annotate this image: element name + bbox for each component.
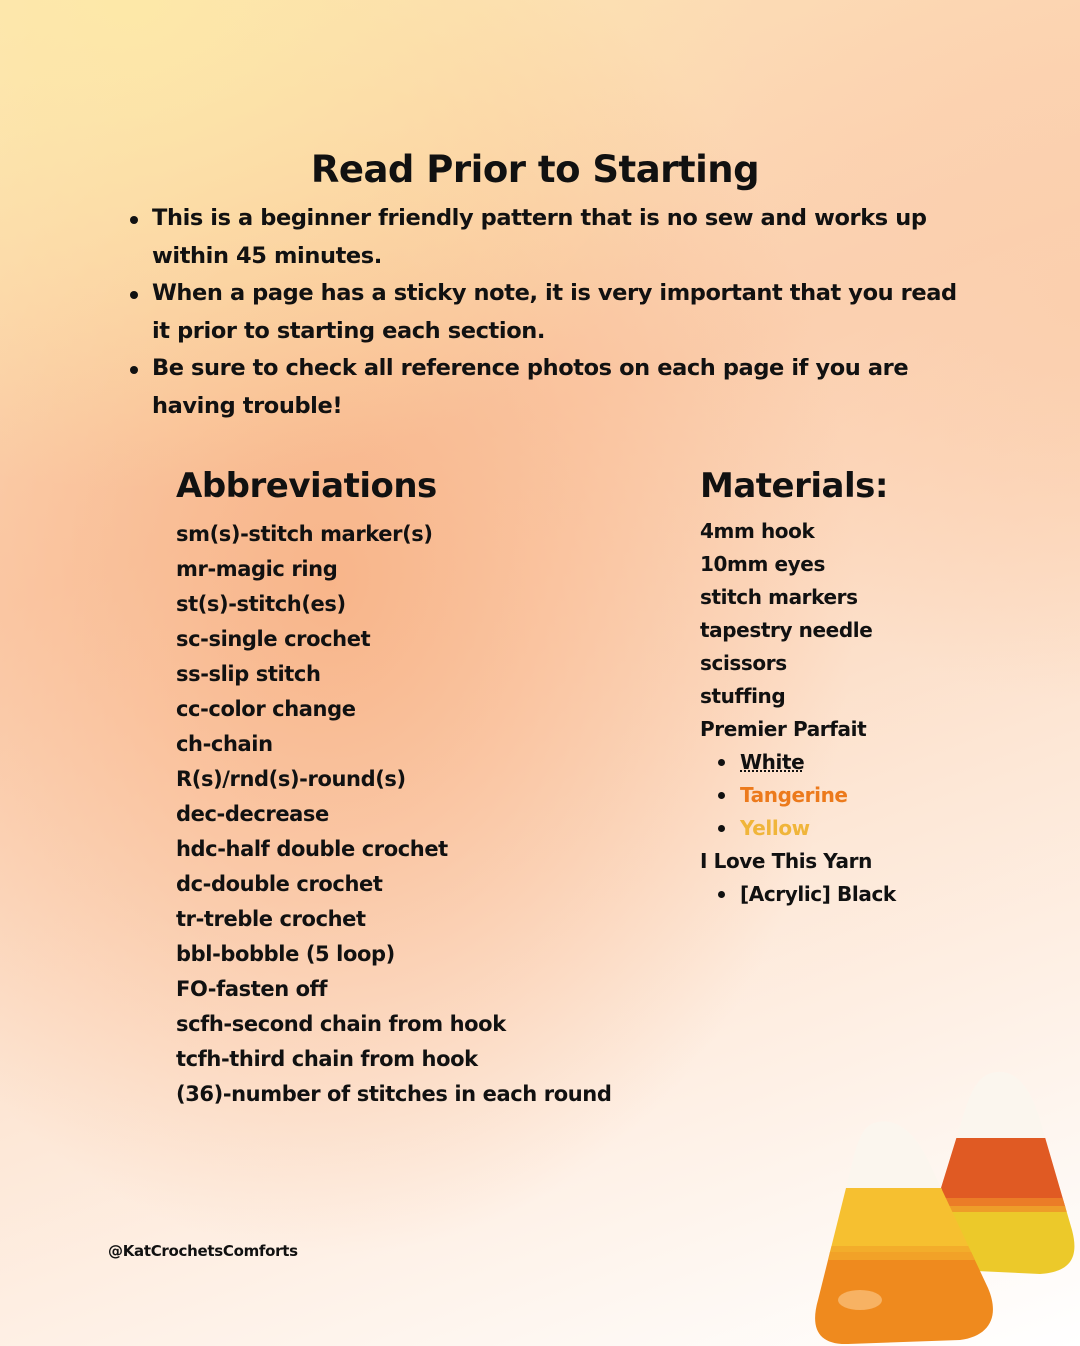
list-item: tcfh-third chain from hook [176,1047,478,1071]
list-item: bbl-bobble (5 loop) [176,942,395,966]
yarn-color-black: [Acrylic] Black [700,878,896,911]
yarn-color-yellow: Yellow [700,812,896,845]
list-item: st(s)-stitch(es) [176,592,346,616]
list-item: Be sure to check all reference photos on each page if you are having trouble! [130,350,960,425]
author-handle: @KatCrochetsComforts [108,1242,298,1260]
list-item: dc-double crochet [176,872,383,896]
candy-corn-icon [800,1060,1080,1346]
list-item: 10mm eyes [700,552,825,576]
list-item: hdc-half double crochet [176,837,448,861]
list-item: This is a beginner friendly pattern that is no sew and works up within 45 minutes. [130,200,960,275]
list-item: stitch markers [700,585,858,609]
list-item: 4mm hook [700,519,815,543]
list-item: tr-treble crochet [176,907,366,931]
list-item: mr-magic ring [176,557,338,581]
list-item: ch-chain [176,732,273,756]
list-item: ss-slip stitch [176,662,321,686]
list-item: stuffing [700,684,786,708]
list-item: (36)-number of stitches in each round [176,1082,612,1106]
abbreviations-heading: Abbreviations [176,466,437,506]
list-item: FO-fasten off [176,977,328,1001]
list-item: When a page has a sticky note, it is very important that you read it prior to starting each section. [130,275,960,350]
yarn-color-tangerine: Tangerine [700,779,896,812]
list-item: scfh-second chain from hook [176,1012,506,1036]
yarn-name: Premier Parfait [700,717,867,741]
materials-heading: Materials: [700,466,888,506]
intro-list [130,200,960,425]
page-title: Read Prior to Starting [310,148,760,191]
list-item: dec-decrease [176,802,329,826]
list-item: tapestry needle [700,618,873,642]
list-item: scissors [700,651,787,675]
list-item: cc-color change [176,697,356,721]
list-item: sc-single crochet [176,627,371,651]
list-item: sm(s)-stitch marker(s) [176,522,433,546]
list-item: R(s)/rnd(s)-round(s) [176,767,406,791]
abbreviations-list [176,517,611,1112]
yarn-name: I Love This Yarn [700,849,872,873]
materials-list [700,515,896,911]
yarn-color-white: White [700,746,896,779]
